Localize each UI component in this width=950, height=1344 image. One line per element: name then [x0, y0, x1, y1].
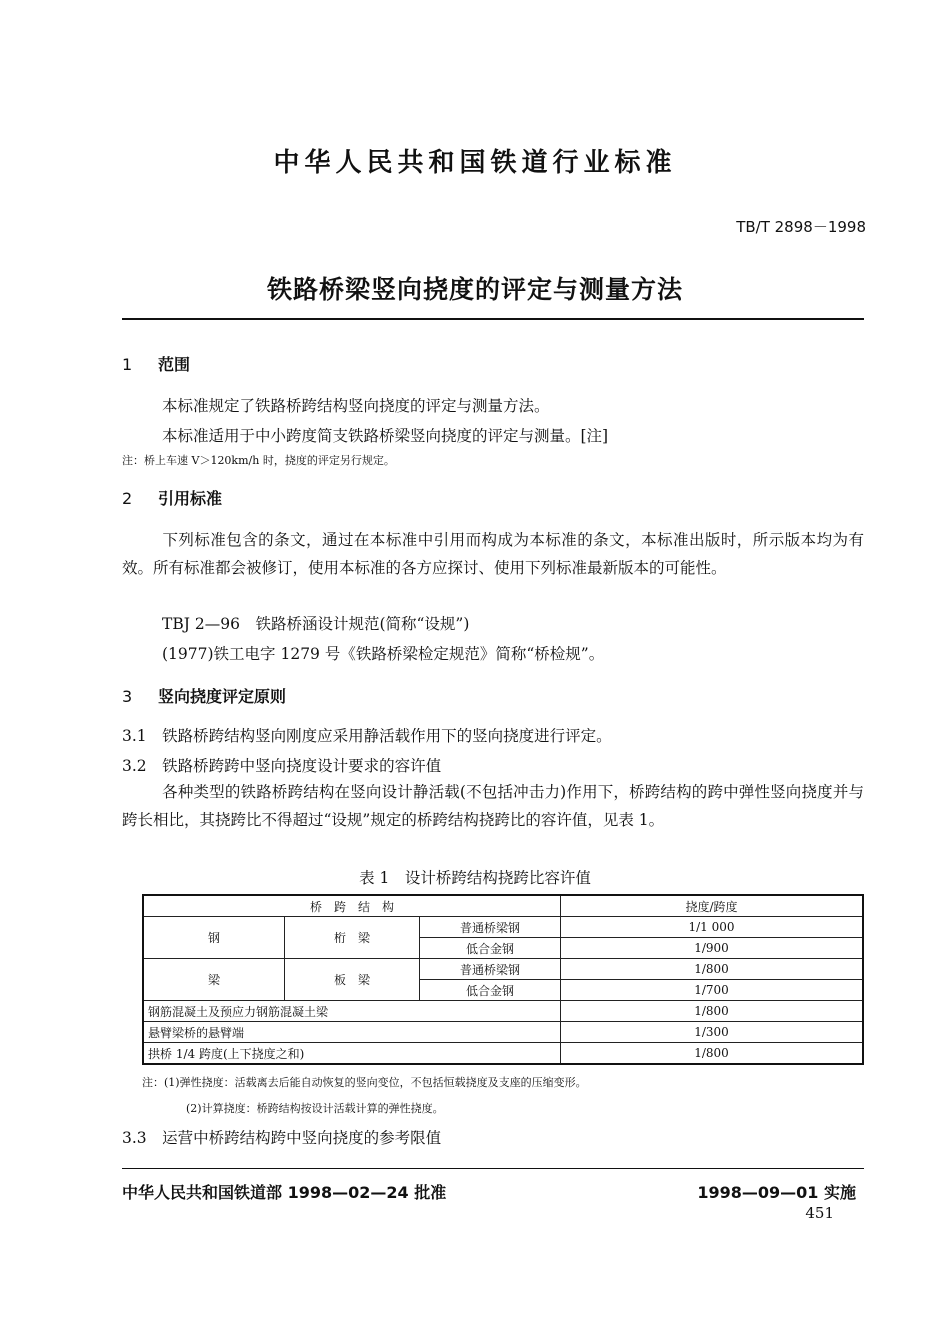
ratio-6: 1/300: [561, 1022, 864, 1043]
truss-label: 桁 梁: [285, 917, 420, 959]
plate-label: 板 梁: [285, 959, 420, 1001]
ordinary-steel-1: 普通桥梁钢: [420, 917, 561, 938]
section-1-note: 注：桥上车速 V＞120km/h 时，挠度的评定另行规定。: [122, 454, 395, 467]
ratio-2: 1/900: [561, 938, 864, 959]
title-rule: [122, 318, 864, 320]
table-1: [142, 894, 864, 1065]
table-row: [143, 1001, 863, 1022]
ratio-3: 1/800: [561, 959, 864, 980]
standard-code: TB/T 2898－1998: [736, 218, 866, 236]
steel-label-1: 钢: [143, 917, 285, 959]
clause-3-2-text: 各种类型的铁路桥跨结构在竖向设计静活载(不包括冲击力)作用下，桥跨结构的跨中弹性竖向挠度并与跨长相比，其挠跨比不得超过“设规”规定的桥跨结构挠跨比的容许值，见表 1。: [122, 783, 864, 829]
reference-2: (1977)铁工电字 1279 号《铁路桥梁检定规范》简称“桥检规”。: [162, 645, 605, 663]
concrete-label: 钢筋混凝土及预应力钢筋混凝土梁: [143, 1001, 561, 1022]
section-1-title: 范围: [158, 355, 191, 374]
table-row: [143, 917, 863, 938]
clause-3-2: 3.2 铁路桥跨跨中竖向挠度设计要求的容许值: [122, 757, 442, 775]
section-1-heading: [122, 352, 190, 375]
document-title: 铁路桥梁竖向挠度的评定与测量方法: [266, 275, 683, 304]
ratio-7: 1/800: [561, 1043, 864, 1065]
section-3-heading: [122, 684, 286, 707]
header-structure: 桥 跨 结 构: [143, 895, 561, 917]
table-row: [143, 959, 863, 980]
table-row: [143, 1022, 863, 1043]
table-row: [143, 1043, 863, 1065]
footer-rule: [122, 1168, 864, 1169]
ratio-1: 1/1 000: [561, 917, 864, 938]
section-2-p1-text: 下列标准包含的条文，通过在本标准中引用而构成为本标准的条文，本标准出版时，所示版本均为有效。所有标准都会被修订，使用本标准的各方应探讨、使用下列标准最新版本的可能性。: [122, 531, 864, 577]
steel-label-2: 梁: [143, 959, 285, 1001]
standard-header: 中华人民共和国铁道行业标准: [273, 148, 677, 178]
ratio-5: 1/800: [561, 1001, 864, 1022]
arch-label: 拱桥 1/4 跨度(上下挠度之和): [143, 1043, 561, 1065]
section-2-title: 引用标准: [158, 489, 223, 508]
cantilever-label: 悬臂梁桥的悬臂端: [143, 1022, 561, 1043]
low-alloy-1: 低合金钢: [420, 938, 561, 959]
page-number: 451: [805, 1204, 834, 1222]
table-note-2: (2)计算挠度：桥跨结构按设计活载计算的弹性挠度。: [186, 1102, 444, 1115]
section-2-heading: [122, 486, 222, 509]
clause-3-3: 3.3 运营中桥跨结构跨中竖向挠度的参考限值: [122, 1129, 442, 1147]
section-1-number: 1: [122, 355, 133, 374]
low-alloy-2: 低合金钢: [420, 980, 561, 1001]
table-caption: 表 1 设计桥跨结构挠跨比容许值: [359, 869, 591, 887]
section-3-title: 竖向挠度评定原则: [158, 687, 287, 706]
clause-3-1: 3.1 铁路桥跨结构竖向刚度应采用静活载作用下的竖向挠度进行评定。: [122, 727, 612, 745]
reference-1: TBJ 2—96 铁路桥涵设计规范(简称“设规”): [162, 615, 470, 633]
ordinary-steel-2: 普通桥梁钢: [420, 959, 561, 980]
section-1-p1: 本标准规定了铁路桥跨结构竖向挠度的评定与测量方法。: [162, 397, 550, 415]
section-2-number: 2: [122, 489, 133, 508]
ratio-4: 1/700: [561, 980, 864, 1001]
clause-3-2-paragraph: [122, 778, 864, 834]
section-1-p2: 本标准适用于中小跨度简支铁路桥梁竖向挠度的评定与测量。[注]: [162, 427, 609, 445]
header-ratio: 挠度/跨度: [561, 895, 864, 917]
table-header-row: [143, 895, 863, 917]
effective-date: 1998—09—01 实施: [697, 1183, 856, 1202]
approval-statement: 中华人民共和国铁道部 1998—02—24 批准: [122, 1183, 447, 1202]
table-note-1: 注：(1)弹性挠度：活载离去后能自动恢复的竖向变位，不包括恒载挠度及支座的压缩变形。: [142, 1076, 587, 1089]
section-2-p1: [122, 526, 864, 582]
section-3-number: 3: [122, 687, 133, 706]
